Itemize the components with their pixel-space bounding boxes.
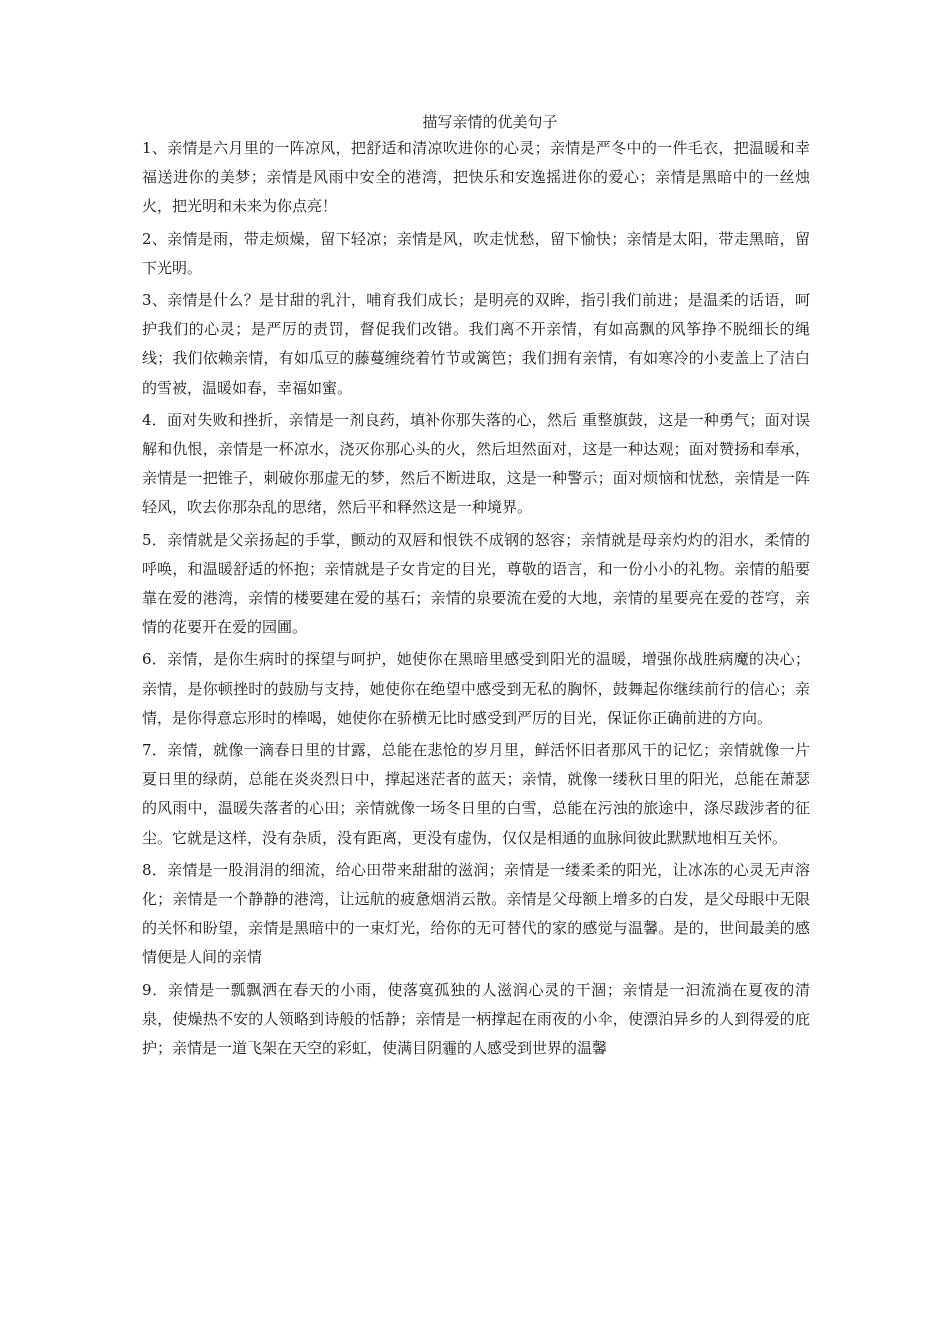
paragraph-8: 8．亲情是一股涓涓的细流，给心田带来甜甜的滋润；亲情是一缕柔柔的阳光，让冰冻的心灵无声溶化；亲情是一个静静的港湾，让远航的疲惫烟消云散。亲情是父母额上增多的白发，是父母眼中无限的关怀和盼望，亲情是黑暗中的一束灯光，给你的无可替代的家的感觉与温馨。是的，世间最美的感情便是人间的亲情 <box>142 860 810 967</box>
paragraph-6: 6．亲情，是你生病时的探望与呵护，她使你在黑暗里感受到阳光的温暖，增强你战胜病魔的决心；亲情，是你顿挫时的鼓励与支持，她使你在绝望中感受到无私的胸怀，鼓舞起你继续前行的信心；亲情，是你得意忘形时的棒喝，她使你在骄横无比时感受到严厉的目光，保证你正确前进的方向。 <box>142 650 810 727</box>
paragraph-3: 3、亲情是什么？是甘甜的乳汁，哺育我们成长；是明亮的双眸，指引我们前进；是温柔的话语，呵护我们的心灵；是严厉的责罚，督促我们改错。我们离不开亲情，有如高飘的风筝挣不脱细长的绳线；我们依赖亲情，有如瓜豆的藤蔓缠绕着竹节或篱笆；我们拥有亲情，有如寒冷的小麦盖上了洁白的雪被，温暖如春，幸福如蜜。 <box>142 291 810 397</box>
paragraph-2: 2、亲情是雨，带走烦燥，留下轻凉；亲情是风，吹走忧愁，留下愉快；亲情是太阳，带走黑暗，留下光明。 <box>142 229 810 277</box>
document-title: 描写亲情的优美句子 <box>422 113 558 131</box>
document-page <box>142 112 810 1066</box>
paragraph-4: 4．面对失败和挫折，亲情是一剂良药，填补你那失落的心，然后 重整旗鼓，这是一种勇气；面对误解和仇恨，亲情是一杯凉水，浇灭你那心头的火，然后坦然面对，这是一种达观；面对赞扬和奉承，亲情是一把锥子，刺破你那虚无的梦，然后不断进取，这是一种警示；面对烦恼和忧愁，亲情是一阵轻风，吹去你那杂乱的思绪，然后平和释然这是一种境界。 <box>142 410 810 517</box>
paragraph-1: 1、亲情是六月里的一阵凉风，把舒适和清凉吹进你的心灵；亲情是严冬中的一件毛衣，把温暖和幸福送进你的美梦；亲情是风雨中安全的港湾，把快乐和安逸摇进你的爱心；亲情是黑暗中的一丝烛火，把光明和未来为你点亮！ <box>142 139 810 216</box>
paragraph-7: 7．亲情，就像一滴春日里的甘露，总能在悲怆的岁月里，鲜活怀旧者那风干的记忆；亲情就像一片夏日里的绿荫，总能在炎炎烈日中，撑起迷茫者的蓝天；亲情，就像一缕秋日里的阳光，总能在萧瑟的风雨中，温暖失落者的心田；亲情就像一场冬日里的白雪，总能在污浊的旅途中，涤尽跋涉者的征尘。它就是这样，没有杂质，没有距离，更没有虚伪，仅仅是相通的血脉间彼此默默地相互关怀。 <box>142 741 810 847</box>
paragraph-5: 5．亲情就是父亲扬起的手掌，颤动的双唇和恨铁不成钢的怒容；亲情就是母亲灼灼的泪水，柔情的呼唤，和温暖舒适的怀抱；亲情就是子女肯定的目光，尊敬的语言，和一份小小的礼物。亲情的船要靠在爱的港湾，亲情的楼要建在爱的基石；亲情的泉要流在爱的大地，亲情的星要亮在爱的苍穹，亲情的花要开在爱的园圃。 <box>142 530 810 637</box>
paragraph-9: 9．亲情是一瓢飘洒在春天的小雨，使落寞孤独的人滋润心灵的干涸；亲情是一汩流淌在夏夜的清泉，使燥热不安的人领略到诗般的恬静；亲情是一柄撑起在雨夜的小伞，使漂泊异乡的人到得爱的庇护；亲情是一道飞架在天空的彩虹，使满目阴霾的人感受到世界的温馨 <box>142 980 810 1058</box>
